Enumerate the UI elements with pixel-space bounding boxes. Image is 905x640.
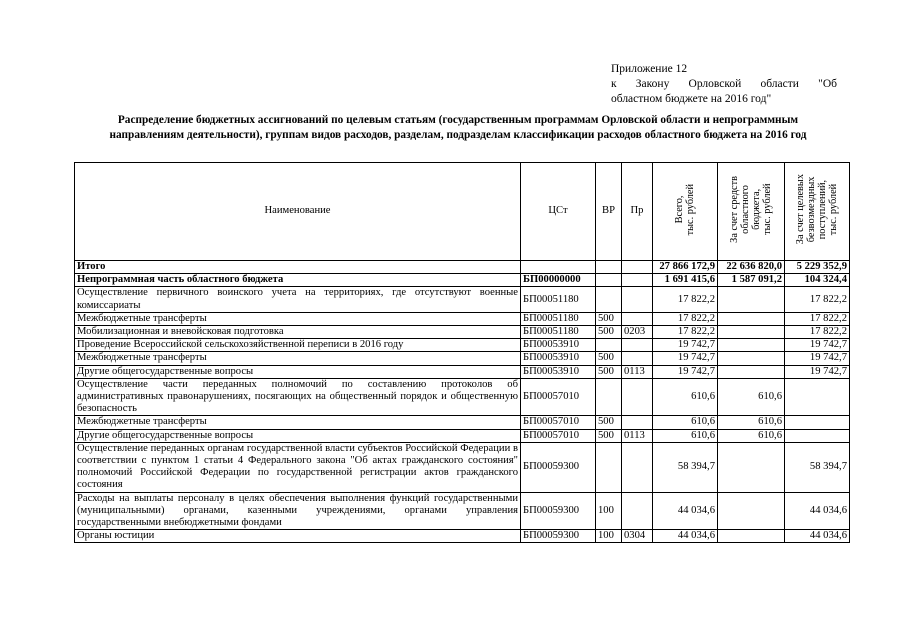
cell-regional — [718, 326, 785, 339]
cell-cst: БП00051180 — [521, 312, 596, 325]
cell-regional — [718, 442, 785, 492]
cell-vr: 100 — [596, 530, 622, 543]
cell-name: Итого — [75, 261, 521, 274]
cell-pr — [622, 287, 653, 312]
cell-total: 17 822,2 — [653, 287, 718, 312]
cell-total: 19 742,7 — [653, 339, 718, 352]
cell-name: Осуществление переданных органам государственной власти субъектов Российской Федерации в соответствии с пунктом 1 статьи 4 Федерального закона "Об актах гражданского состояния" полномочий Российской Федерации по государственной регистрации актов гражданского состояния — [75, 442, 521, 492]
cell-cst: БП00059300 — [521, 442, 596, 492]
cell-pr: 0203 — [622, 326, 653, 339]
table-row — [75, 287, 850, 312]
cell-pr — [622, 312, 653, 325]
cell-regional — [718, 352, 785, 365]
cell-grants: 19 742,7 — [785, 365, 850, 378]
cell-name: Межбюджетные трансферты — [75, 312, 521, 325]
cell-total: 44 034,6 — [653, 492, 718, 530]
table-row — [75, 261, 850, 274]
cell-name: Межбюджетные трансферты — [75, 416, 521, 429]
cell-name: Проведение Всероссийской сельскохозяйственной переписи в 2016 году — [75, 339, 521, 352]
cell-total: 19 742,7 — [653, 352, 718, 365]
cell-grants: 19 742,7 — [785, 339, 850, 352]
cell-regional: 610,6 — [718, 378, 785, 416]
cell-pr — [622, 352, 653, 365]
cell-grants — [785, 416, 850, 429]
cell-total: 610,6 — [653, 416, 718, 429]
cell-pr — [622, 261, 653, 274]
cell-regional: 1 587 091,2 — [718, 274, 785, 287]
cell-regional: 610,6 — [718, 416, 785, 429]
cell-cst: БП00057010 — [521, 416, 596, 429]
header-name: Наименование — [75, 163, 521, 261]
cell-cst: БП00000000 — [521, 274, 596, 287]
cell-vr: 500 — [596, 416, 622, 429]
header-cst: ЦСт — [521, 163, 596, 261]
cell-name: Осуществление части переданных полномочий по составлению протоколов об административных правонарушениях, посягающих на общественный порядок и общественную безопасность — [75, 378, 521, 416]
cell-regional — [718, 312, 785, 325]
header-grants — [785, 163, 850, 261]
cell-vr: 500 — [596, 429, 622, 442]
table-row — [75, 442, 850, 492]
cell-cst: БП00057010 — [521, 429, 596, 442]
table-row — [75, 429, 850, 442]
table-row — [75, 352, 850, 365]
table-row — [75, 416, 850, 429]
table-row — [75, 312, 850, 325]
cell-total: 17 822,2 — [653, 312, 718, 325]
table-row — [75, 378, 850, 416]
cell-total: 17 822,2 — [653, 326, 718, 339]
cell-grants: 17 822,2 — [785, 287, 850, 312]
cell-pr — [622, 378, 653, 416]
cell-vr — [596, 287, 622, 312]
cell-name: Мобилизационная и вневойсковая подготовка — [75, 326, 521, 339]
cell-cst: БП00057010 — [521, 378, 596, 416]
cell-regional — [718, 339, 785, 352]
cell-name: Другие общегосударственные вопросы — [75, 365, 521, 378]
cell-pr — [622, 442, 653, 492]
cell-name: Осуществление первичного воинского учета на территориях, где отсутствуют военные комиссариаты — [75, 287, 521, 312]
cell-vr — [596, 442, 622, 492]
appendix-line: областном бюджете на 2016 год" — [611, 93, 772, 105]
cell-total: 610,6 — [653, 378, 718, 416]
cell-vr — [596, 339, 622, 352]
cell-vr: 500 — [596, 312, 622, 325]
cell-pr — [622, 492, 653, 530]
cell-vr: 500 — [596, 352, 622, 365]
cell-name: Органы юстиции — [75, 530, 521, 543]
cell-pr — [622, 339, 653, 352]
cell-name: Расходы на выплаты персоналу в целях обеспечения выполнения функций государственными (муниципальными) органами, казенными учреждениями, органами управления государственными внебюджетными фондами — [75, 492, 521, 530]
cell-pr: 0113 — [622, 429, 653, 442]
cell-name: Межбюджетные трансферты — [75, 352, 521, 365]
cell-name: Непрограммная часть областного бюджета — [75, 274, 521, 287]
cell-cst: БП00059300 — [521, 530, 596, 543]
cell-regional — [718, 287, 785, 312]
header-vr: ВР — [596, 163, 622, 261]
cell-vr — [596, 274, 622, 287]
cell-total: 44 034,6 — [653, 530, 718, 543]
cell-pr: 0113 — [622, 365, 653, 378]
cell-grants: 17 822,2 — [785, 326, 850, 339]
appendix-line: к Закону Орловской области "Об — [611, 78, 837, 90]
cell-grants: 58 394,7 — [785, 442, 850, 492]
cell-vr: 500 — [596, 326, 622, 339]
appendix-line: Приложение 12 — [611, 63, 688, 75]
cell-regional: 22 636 820,0 — [718, 261, 785, 274]
header-grants-text: За счет целевых безвозмездных поступлений, тыс. рублей — [795, 174, 839, 245]
appendix-note — [611, 62, 837, 107]
cell-grants: 44 034,6 — [785, 530, 850, 543]
cell-grants — [785, 429, 850, 442]
cell-pr — [622, 416, 653, 429]
table-row — [75, 492, 850, 530]
table-row — [75, 326, 850, 339]
header-regional — [718, 163, 785, 261]
cell-grants: 104 324,4 — [785, 274, 850, 287]
budget-table — [74, 162, 850, 543]
header-regional-text: За счет средств областного бюджета, тыс. рублей — [729, 175, 773, 243]
cell-vr — [596, 261, 622, 274]
header-row — [75, 163, 850, 261]
table-row — [75, 365, 850, 378]
table-row — [75, 530, 850, 543]
cell-total: 27 866 172,9 — [653, 261, 718, 274]
cell-total: 58 394,7 — [653, 442, 718, 492]
cell-cst — [521, 261, 596, 274]
cell-total: 1 691 415,6 — [653, 274, 718, 287]
cell-regional — [718, 492, 785, 530]
header-total — [653, 163, 718, 261]
cell-cst: БП00053910 — [521, 339, 596, 352]
header-total-text: Всего, тыс. рублей — [674, 183, 696, 236]
cell-regional — [718, 530, 785, 543]
cell-cst: БП00059300 — [521, 492, 596, 530]
cell-grants: 5 229 352,9 — [785, 261, 850, 274]
header-pr: Пр — [622, 163, 653, 261]
cell-grants: 44 034,6 — [785, 492, 850, 530]
cell-cst: БП00053910 — [521, 365, 596, 378]
cell-name: Другие общегосударственные вопросы — [75, 429, 521, 442]
cell-regional: 610,6 — [718, 429, 785, 442]
document-title: Распределение бюджетных ассигнований по целевым статьям (государственным программам Орловской области и непрограммным направлениям деятельности), группам видов расходов, разделам, подразделам классификации расходов областного бюджета на 2016 год — [109, 114, 807, 141]
cell-total: 19 742,7 — [653, 365, 718, 378]
cell-pr — [622, 274, 653, 287]
cell-grants — [785, 378, 850, 416]
cell-regional — [718, 365, 785, 378]
cell-vr: 500 — [596, 365, 622, 378]
cell-grants: 17 822,2 — [785, 312, 850, 325]
cell-cst: БП00051180 — [521, 287, 596, 312]
table-row — [75, 274, 850, 287]
cell-pr: 0304 — [622, 530, 653, 543]
cell-grants: 19 742,7 — [785, 352, 850, 365]
cell-vr: 100 — [596, 492, 622, 530]
table-row — [75, 339, 850, 352]
cell-total: 610,6 — [653, 429, 718, 442]
cell-cst: БП00053910 — [521, 352, 596, 365]
cell-vr — [596, 378, 622, 416]
cell-cst: БП00051180 — [521, 326, 596, 339]
